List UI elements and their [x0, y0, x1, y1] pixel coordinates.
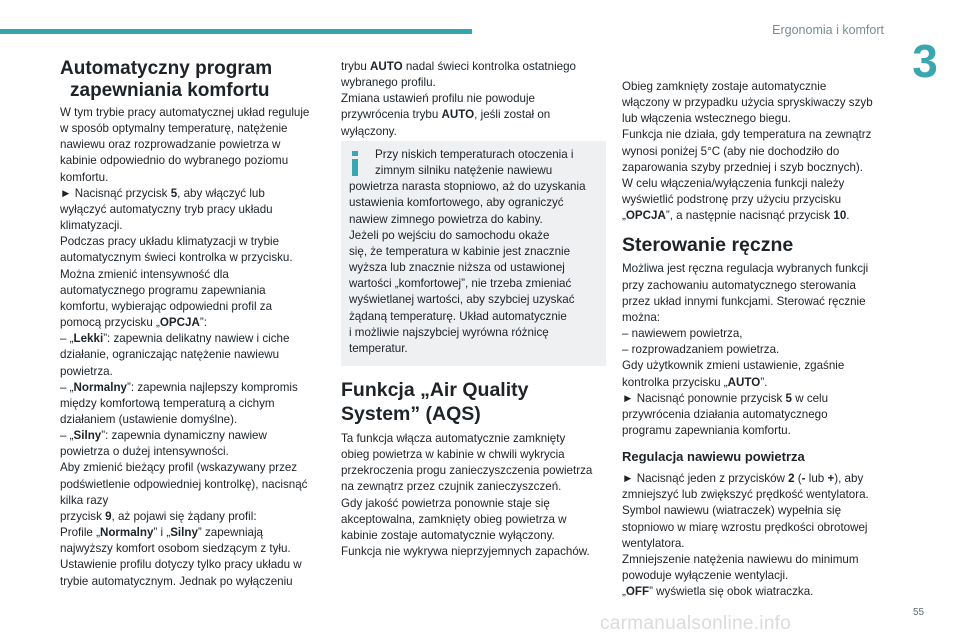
text-line: Profile „Normalny” i „Silny” zapewniają [60, 526, 263, 540]
text-line: kabinie odpowiednio do wybranego poziomu [60, 154, 289, 168]
text-line: Gdy jakość powietrza ponownie staje się [341, 496, 550, 510]
text-line: obieg powietrza w kabinie w chwili wykrycia [341, 448, 565, 462]
text-line: Przy niskich temperaturach otoczenia i [375, 148, 574, 161]
text-line: powietrza. [60, 364, 113, 378]
text-line: trybu AUTO nadal świeci kontrolka ostatniego [341, 60, 577, 73]
text-line: – „Lekki”: zapewnia delikatny nawiew i ciche [60, 332, 290, 346]
text-line: Ustawienie profilu dotyczy tylko pracy układu w [60, 558, 302, 572]
text-line: trybie automatycznym. Jednak po wyłączeniu [60, 574, 293, 588]
text-line: lub włączenia wstecznego biegu. [622, 112, 791, 126]
text-line: działaniem (ustawienie domyślne). [60, 412, 238, 426]
section-title: Ergonomia i komfort [772, 23, 884, 37]
text-line: Możliwa jest ręczna regulacja wybranych funkcji [622, 262, 869, 276]
text-line: W tym trybie pracy automatycznej układ reguluje [60, 106, 310, 119]
text-line: i możliwie najszybciej wyrówna różnicę [349, 325, 549, 339]
heading-manual-control: Sterowanie ręczne [622, 234, 794, 257]
text-line: kabinie zostaje automatycznie wyłączony. [341, 528, 555, 542]
text-line: „OPCJA”, a następnie nacisnąć przycisk 10. [622, 209, 850, 223]
text-line: programu zapewniania komfortu. [622, 423, 791, 437]
text-line: przycisk 9, aż pojawi się żądany profil: [60, 509, 257, 523]
text-line: stopniowo w miarę wzrostu prędkości obrotowej [622, 520, 868, 534]
text-line: podświetlenie odpowiedniej kontrolkę), nacisnąć kilka razy [60, 477, 308, 507]
text-line: komfortu, wybierając odpowiedni profil za [60, 299, 273, 313]
text-line: ustawienia komfortowego, aby ograniczyć [349, 196, 564, 210]
text-line: Jeżeli po wejściu do samochodu okaże [349, 228, 550, 242]
text-line: na zewnątrz przez czujnik zanieczyszczeń. [341, 480, 562, 494]
text-line: automatycznym świeci kontrolka w przycisku. [60, 251, 293, 265]
text-line: Symbol nawiewu (wiatraczek) wypełnia się [622, 504, 842, 518]
text-line: „OFF” wyświetla się obok wiatraczka. [622, 585, 814, 599]
text-line: wartości „komfortowej”, nie trzeba zmieniać [349, 277, 572, 291]
text-line: powoduje wyłączenie wentylacji. [622, 569, 789, 583]
text-line: wyłączyć automatyczny tryb pracy układu [60, 202, 273, 216]
text-line: w sposób optymalny temperaturę, natężenie [60, 122, 288, 136]
text-line: wynosi poniżej 5°C (aby nie dochodziło do [622, 144, 840, 158]
text-line: – „Normalny”: zapewnia najlepszy kompromis [60, 380, 298, 394]
text-line: komfortu. [60, 170, 109, 184]
text-line: pomocą przycisku „OPCJA”: [60, 316, 207, 330]
text-line: zmniejszyć lub zwiększyć prędkość wentylatora. [622, 488, 869, 502]
text-line: zaparowania szyby przedniej i szyb bocznych). [622, 160, 864, 174]
text-line: przekroczenia progu zanieczyszczenia powietrza [341, 464, 593, 478]
text-line: W celu włączenia/wyłączenia funkcji należy [622, 176, 845, 190]
text-line: ► Nacisnąć przycisk 5, aby włączyć lub [60, 186, 265, 200]
text-line: Obieg zamknięty zostaje automatycznie [622, 80, 827, 93]
col2-top-text [341, 59, 606, 140]
text-line: ► Nacisnąć ponownie przycisk 5 w celu [622, 391, 829, 405]
text-line: klimatyzacji. [60, 219, 123, 233]
col3-bottom-text [622, 471, 890, 600]
text-line: wentylatora. [622, 536, 685, 550]
text-line: powietrza narasta stopniowo, aż do uzyskania [349, 180, 586, 194]
text-line: przywrócenia trybu AUTO, jeśli został on [341, 108, 551, 122]
text-line: przy zachowaniu automatycznego sterowania [622, 278, 856, 292]
column-3 [622, 79, 890, 600]
info-box [341, 141, 606, 366]
text-line: wyższa lub znacznie niższa od ustawionej [349, 261, 565, 275]
text-line: najwyższy komfort osobom siedzącym z tyłu. [60, 542, 291, 556]
text-line: Funkcja nie działa, gdy temperatura na zewnątrz [622, 128, 872, 142]
text-line: kontrolka przycisku „AUTO”. [622, 375, 768, 389]
text-line: Podczas pracy układu klimatyzacji w trybie [60, 235, 280, 249]
text-line: zimnym silniku natężenie nawiewu [375, 164, 553, 178]
text-line: wyświetlić podstronę przy użyciu przycisku [622, 193, 842, 207]
text-line: wyłączony. [341, 124, 397, 138]
col2-bottom-text [341, 431, 606, 560]
text-line: Aby zmienić bieżący profil (wskazywany przez [60, 461, 298, 475]
watermark: carmanualsonline.info [600, 613, 792, 634]
text-line: przez układ innymi funkcjami. Sterować ręcznie [622, 294, 866, 308]
col3-top-text [622, 79, 890, 224]
text-line: włączony w przypadku użycia spryskiwaczy szyb [622, 96, 873, 110]
text-line: Zmniejszenie natężenia nawiewu do minimum [622, 552, 859, 566]
text-line: akceptowalna, zamknięty obieg powietrza w [341, 512, 567, 526]
text-line: temperatur. [349, 341, 408, 355]
text-line: się, że temperatura w kabinie jest znacznie [349, 244, 571, 258]
text-line: przywrócenia działania automatycznego [622, 407, 828, 421]
text-line: między komfortową temperaturą a cichym [60, 396, 275, 410]
column-1 [60, 58, 322, 590]
text-line: nawiewu oraz rozprowadzanie powietrza w [60, 138, 281, 152]
chapter-number: 3 [912, 35, 938, 87]
text-line: Zmiana ustawień profilu nie powoduje [341, 92, 535, 106]
page-number: 55 [913, 607, 925, 618]
text-line: można: [622, 310, 661, 324]
text-line: nawiew zimnego powietrza do kabiny. [349, 212, 543, 226]
text-line: ► Nacisnąć jeden z przycisków 2 (- lub +), aby [622, 472, 864, 486]
text-line: powietrza o dużej intensywności. [60, 445, 229, 459]
text-line: Gdy użytkownik zmieni ustawienie, zgaśnie [622, 359, 845, 373]
column-2-lower [341, 378, 606, 560]
text-line: Funkcja nie wykrywa nieprzyjemnych zapachów. [341, 545, 590, 559]
text-line: wyświetlanej wartości, aby szybciej uzyskać [349, 293, 575, 307]
heading-airflow: Regulacja nawiewu powietrza [622, 449, 805, 465]
text-line: automatycznego programu zapewniania [60, 283, 266, 297]
text-line: żądaną temperaturę. Układ automatycznie [349, 309, 567, 323]
header-accent-bar [0, 29, 472, 34]
text-line: Ta funkcja włącza automatycznie zamknięty [341, 432, 566, 445]
col3-mid-text [622, 261, 890, 439]
text-line: wybranego profilu. [341, 76, 436, 90]
column-2 [341, 59, 606, 140]
text-line: – nawiewem powietrza, [622, 327, 743, 341]
heading-auto-comfort: Automatyczny program zapewniania komfortu [60, 58, 273, 101]
text-line: – „Silny”: zapewnia dynamiczny nawiew [60, 429, 267, 443]
text-line: działanie, ograniczając natężenie nawiewu [60, 348, 280, 362]
info-text [349, 147, 601, 357]
text-line: Można zmienić intensywność dla [60, 267, 229, 281]
text-line: – rozprowadzaniem powietrza. [622, 343, 780, 357]
heading-aqs: Funkcja „Air Quality System” (AQS) [341, 379, 529, 425]
col1-body [60, 105, 322, 590]
